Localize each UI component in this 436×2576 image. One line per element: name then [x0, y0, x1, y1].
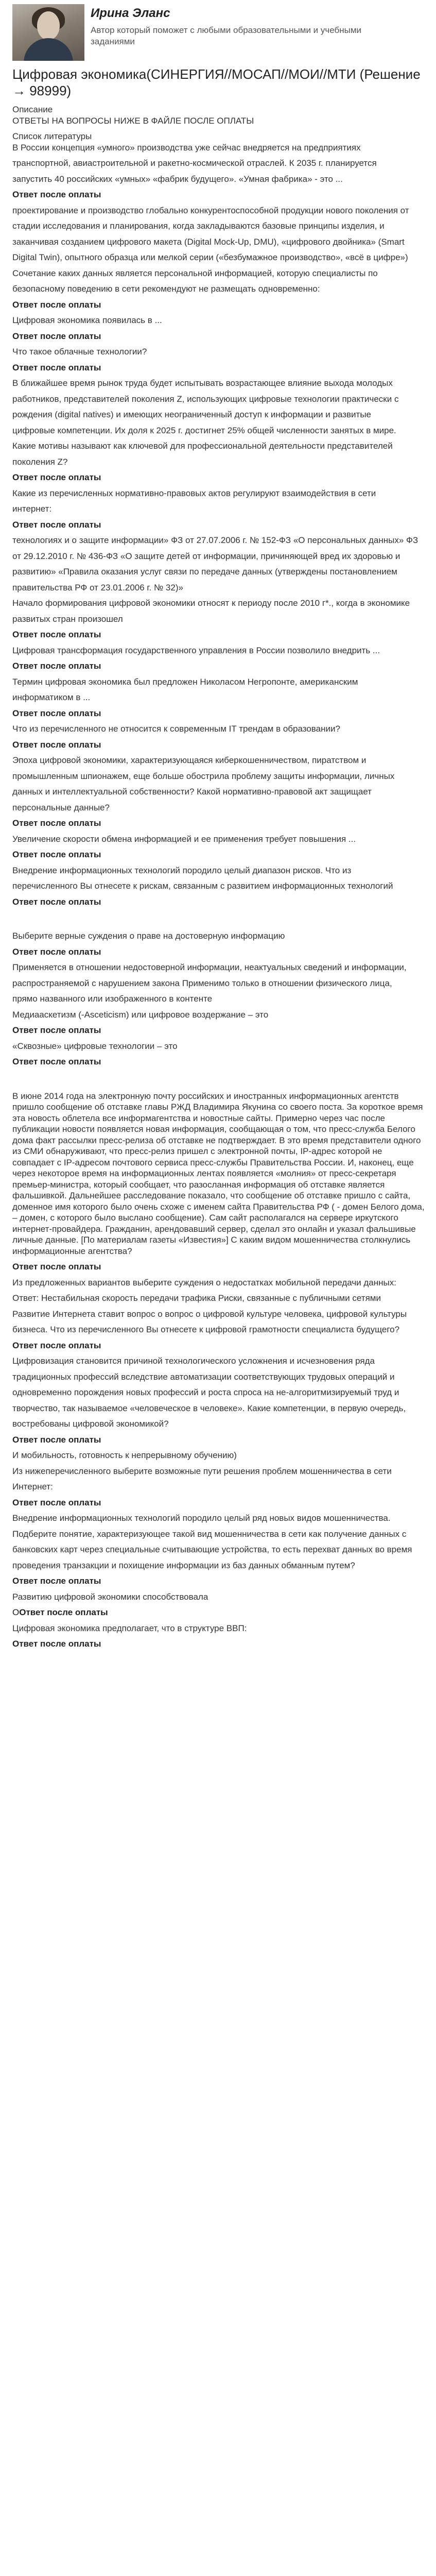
question-text: Подберите понятие, характеризующее такой вид мошенничества в сети как получение данных с: [12, 1529, 407, 1539]
question-text: В июне 2014 года на электронную почту российских и иностранных информационных агентств пришло сообщение об отставке главы РЖД Владимира Якунина со своего поста. За короткое время эта новость облетела все информагентства и новостные сайты. Примерно через час после публикации новости появляется новая информация, сообщающая о том, что пресс-служба Белого дома факт рассылки пресс-релиза об отставке не подтверждает. В это время представители одного из СМИ обнаруживают, что пресс-релиз пришел с электронной почты, IP-адрес которой не совпадает с IP-адресом почтового сервиса пресс-службы Правительства России. И, наконец, еще через некоторое время на информационных лентах появляется «молния» от пресс-секретаря премьер-министра, который сообщает, что разосланная информация об отставке является фальшивкой. Дальнейшее расследование показало, что сообщение об отставке пришло с сайта, доменное имя которого было очень схоже с именем сайта Правительства РФ ( - домен Белого дома, – домен, с которого было выслано сообщение). Сам сайт располагался на сервере иркутского интернет-провайдера. Гражданин, арендовавший сервер, сделал это онлайн и указал фальшивые личные данные. [По материалам газеты «Известия»] С каким видом мошенничества столкнулись информационные агентства?: [12, 1091, 425, 1256]
answer-locked-label: [12, 1056, 426, 1067]
author-info: [84, 4, 379, 47]
question-text: Медиааскетизм (-Asceticism) или цифровое воздержание – это: [12, 1009, 269, 1020]
answers-note: ОТВЕТЫ НА ВОПРОСЫ НИЖЕ В ФАЙЛЕ ПОСЛЕ ОПЛАТЫ: [12, 115, 254, 126]
question-text: данных и интеллектуальной собственности? Какой нормативно-правовой акт защищает: [12, 787, 372, 796]
question-text: безопасному поведению в сети рекомендуют не размещать одновременно:: [12, 284, 320, 294]
question-list: [12, 142, 426, 1650]
question-text: интернет:: [12, 504, 52, 514]
question-text: Увеличение скорости обмена информацией и ее применения требует повышения ...: [12, 834, 356, 844]
question-text: Развитие Интернета ставит вопрос о вопрос о цифровой культуре человека, цифровой культуры: [12, 1309, 407, 1319]
answer-text: Ответ после оплаты: [12, 472, 101, 482]
question-text: персональные данные?: [12, 802, 110, 812]
question-text: одновременно порождения новых профессий и роста спроса на не-алгоритмизируемый труд и: [12, 1387, 399, 1397]
question-text: В России концепция «умного» производства уже сейчас внедряется на предприятиях: [12, 142, 361, 152]
question-text: Цифровая трансформация государственного управления в России позволило внедрить ...: [12, 645, 380, 655]
answer-locked-label: [12, 849, 426, 860]
question-text: технологиях и о защите информации» ФЗ от 27.07.2006 г. № 152-ФЗ «О персональных данных» ФЗ: [12, 535, 418, 545]
answer-locked-label: [12, 1261, 426, 1273]
question-text: Начало формирования цифровой экономики относят к периоду после 2010 г*., когда в экономике: [12, 598, 410, 608]
answer-locked-label: [12, 1497, 426, 1509]
question-text: работников, представителей поколения Z, использующих цифровые технологии практически с: [12, 394, 399, 404]
question-text: Ответ: Нестабильная скорость передачи трафика Риски, связанные с публичными сетями: [12, 1293, 381, 1303]
description-label: Описание: [12, 105, 53, 114]
question-text: перечисленного Вы отнесете к рискам, связанным с развитием информационных технологий: [12, 881, 393, 891]
answer-locked-label: [12, 739, 426, 751]
question-text: Digital Twin), опытного образца или мелкой серии («безбумажное производство», «всё в цифре»): [12, 252, 408, 262]
answer-text: Ответ после оплаты: [12, 1262, 101, 1272]
answer-locked-label: [12, 946, 426, 958]
question-text: развитых стран произошел: [12, 614, 123, 624]
question-text: Внедрение информационных технологий породило целый диапазон рисков. Что из: [12, 865, 352, 875]
answer-text: Ответ после оплаты: [12, 818, 101, 828]
author-description: Автор который поможет с любыми образовательными и учебными заданиями: [91, 25, 362, 46]
answer-text: Ответ после оплаты: [12, 850, 101, 859]
answer-locked-label: [12, 362, 426, 374]
answer-text: Ответ после оплаты: [12, 331, 101, 341]
answer-text: Ответ после оплаты: [12, 299, 101, 310]
question-text: бизнеса. Что из перечисленного Вы отнесете к цифровой грамотности специалиста будущего?: [12, 1325, 400, 1334]
answer-locked-label: [12, 818, 426, 829]
answer-locked-label: [12, 1025, 426, 1036]
question-text: от 29.12.2010 г. № 436-ФЗ «О защите детей от информации, причиняющей вред их здоровью и: [12, 551, 400, 561]
question-text: банковских карт через специальные считывающие устройства, то есть перехват данных во время: [12, 1545, 412, 1554]
answer-text: Ответ после оплаты: [12, 1340, 101, 1350]
section-spacer: [12, 912, 426, 930]
answer-text: Ответ после оплаты: [12, 739, 101, 750]
answer-locked-label: [12, 1607, 426, 1618]
answer-locked-label: [12, 189, 426, 200]
answer-text: Ответ после оплаты: [12, 1497, 101, 1507]
section-spacer: [12, 1072, 426, 1091]
answer-locked-label: [12, 1340, 426, 1351]
question-text: Что такое облачные технологии?: [12, 347, 147, 357]
question-text: информатиком в ...: [12, 692, 91, 702]
answer-locked-label: [12, 1575, 426, 1587]
question-text: Цифровизация становится причиной технологического усложнения и исчезновения ряда: [12, 1356, 375, 1366]
question-text: проведения транзакции и похищение информации из баз данных обманным путем?: [12, 1560, 355, 1570]
answer-text: Ответ после оплаты: [12, 1576, 101, 1586]
author-avatar[interactable]: [12, 4, 84, 61]
question-text: прямо названного или изображенного в контенте: [12, 994, 213, 1004]
question-text: Термин цифровая экономика был предложен Николасом Негропонте, американским: [12, 676, 358, 687]
answer-locked-label: [12, 896, 426, 908]
answer-locked-label: [12, 472, 426, 483]
content: [12, 104, 426, 1650]
question-text: «Сквозные» цифровые технологии – это: [12, 1041, 178, 1051]
question-text: Из нижеперечисленного выберите возможные пути решения проблем мошенничества в сети: [12, 1466, 392, 1476]
answer-locked-label: [12, 1638, 426, 1650]
question-text: Применяется в отношении недостоверной информации, неактуальных сведений и информации,: [12, 962, 407, 972]
question-text: Выберите верные суждения о праве на достоверную информацию: [12, 931, 285, 941]
author-name[interactable]: Ирина Эланс: [91, 6, 170, 20]
page-title: Цифровая экономика(СИНЕРГИЯ//МОСАП//МОИ//МТИ (Решение → 98999): [12, 66, 421, 98]
question-text: традиционных профессий вследствие автоматизации соответствующих трудовых операций и: [12, 1371, 395, 1382]
answer-locked-label: [12, 1434, 426, 1446]
answer-text: Ответ после оплаты: [12, 1025, 101, 1035]
answer-text: Ответ после оплаты: [12, 1057, 101, 1066]
answer-locked-label: [12, 519, 426, 531]
question-text: Что из перечисленного не относится к современным IT трендам в образовании?: [12, 724, 340, 734]
question-text: Развитию цифровой экономики способствовала: [12, 1591, 208, 1602]
answer-text: Ответ после оплаты: [12, 1434, 101, 1445]
answer-text: Ответ после оплаты: [12, 630, 101, 639]
answer-text: Ответ после оплаты: [12, 190, 101, 199]
question-text: В ближайшее время рынок труда будет испытывать возрастающее влияние выхода молодых: [12, 378, 393, 388]
question-text: Какие мотивы называют как ключевой для профессиональной деятельности представителей: [12, 441, 393, 451]
question-text: Цифровая экономика предполагает, что в структуре ВВП:: [12, 1623, 247, 1633]
question-text: запустить 40 российских «умных» «фабрик будущего». «Умная фабрика» - это ...: [12, 174, 343, 184]
question-text: поколения Z?: [12, 456, 68, 467]
question-text: Интернет:: [12, 1482, 53, 1492]
question-text: творчество, так называемое «человеческое в человеке». Какие компетенции, в первую очередь,: [12, 1403, 406, 1413]
answer-locked-label: [12, 660, 426, 672]
question-text: проектирование и производство глобально конкурентоспособной продукции нового поколения от: [12, 205, 409, 215]
question-text: распространяемой с нарушением закона Применимо только в отношении физического лица,: [12, 978, 392, 988]
answer-locked-label: [12, 331, 426, 342]
question-text: востребованы цифровой экономикой?: [12, 1419, 169, 1429]
answer-text: Ответ после оплаты: [12, 519, 101, 530]
question-text: И мобильность, готовность к непрерывному обучению): [12, 1450, 237, 1460]
question-text: Какие из перечисленных нормативно-правовых актов регулируют взаимодействия в сети: [12, 488, 376, 498]
answer-text: Ответ после оплаты: [12, 1639, 101, 1649]
answer-text: Ответ после оплаты: [12, 708, 101, 718]
author-card: [12, 0, 426, 61]
answer-text: Ответ после оплаты: [12, 362, 101, 372]
answer-locked-label: [12, 299, 426, 311]
question-text: цифровые компетенции. Их доля к 2025 г. достигнет 25% общей численности занятых в мире.: [12, 425, 396, 435]
answer-text: Ответ после оплаты: [12, 661, 101, 671]
answer-locked-label: [12, 708, 426, 719]
question-text: Из предложенных вариантов выберите суждения о недостатках мобильной передачи данных:: [12, 1277, 396, 1287]
question-text: транспортной, авиастроительной и ракетно-космической отраслей. К 2035 г. планируется: [12, 158, 377, 168]
question-text: Сочетание каких данных является персональной информацией, которую специалисты по: [12, 268, 378, 278]
question-text: заканчивая созданием цифрового макета (Digital Mock-Up, DMU), «цифрового двойника» (Smart: [12, 236, 405, 247]
answer-locked-label: [12, 629, 426, 640]
question-text: развитию» «Правила оказания услуг связи по передаче данных (утверждены постановлением: [12, 567, 397, 577]
question-text: правительства РФ от 23.01.2006 г. № 32)»: [12, 582, 183, 592]
question-text: промышленным шпионажем, еще больше обострила проблему защиты информации, личных: [12, 771, 395, 781]
literature-label: Список литературы: [12, 131, 92, 141]
question-text: рождения (digital natives) и имеющих неограниченный доступ к информации и развитые: [12, 410, 371, 419]
answer-prefix: О: [12, 1607, 20, 1617]
question-text: стадии исследования и планирования, когда закладываются базовые принципы изделия, и: [12, 221, 385, 231]
question-text: Эпоха цифровой экономики, характеризующаяся киберкошенничеством, пиратством и: [12, 755, 367, 765]
question-text: Цифровая экономика появилась в ...: [12, 315, 162, 325]
answer-text: Ответ после оплаты: [19, 1607, 108, 1617]
answer-text: Ответ после оплаты: [12, 896, 101, 907]
question-text: Внедрение информационных технологий породило целый ряд новых видов мошенничества.: [12, 1513, 391, 1523]
answer-text: Ответ после оплаты: [12, 946, 101, 957]
